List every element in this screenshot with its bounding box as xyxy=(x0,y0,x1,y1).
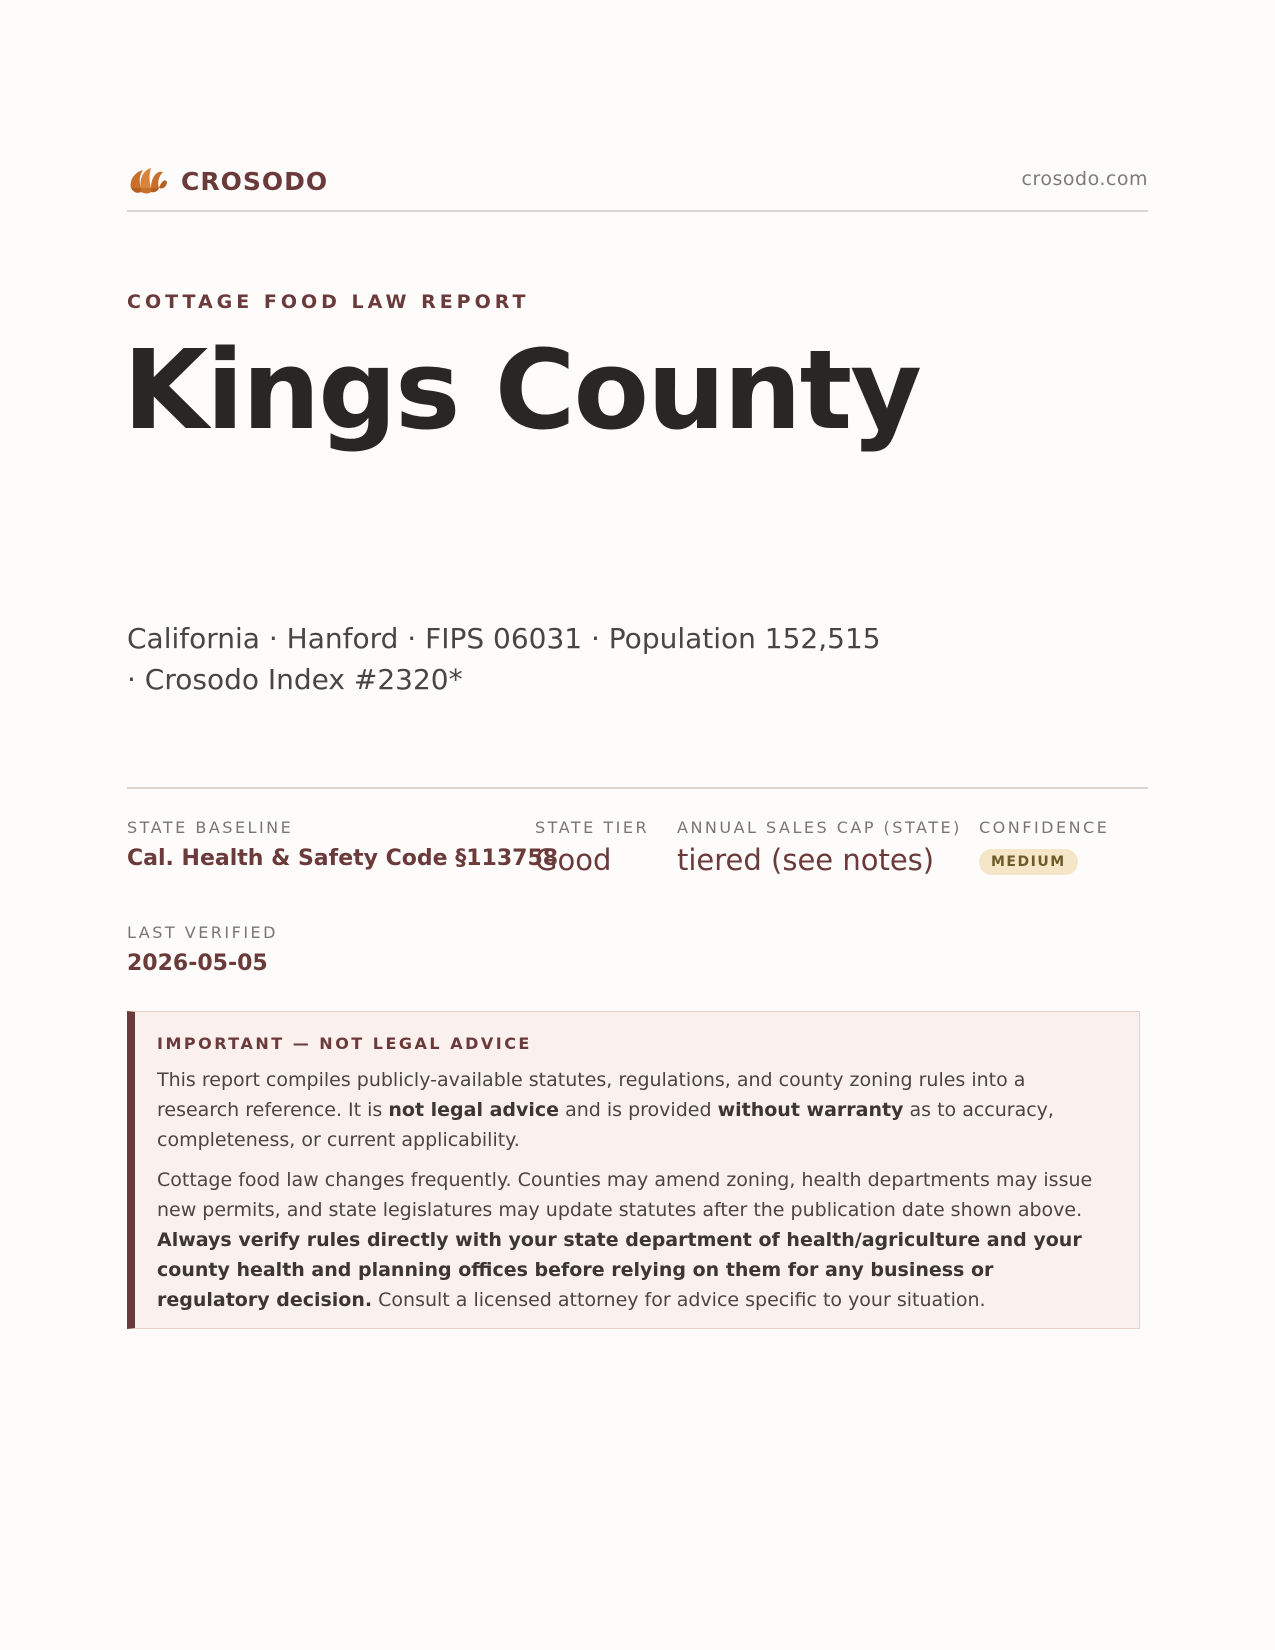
section-divider xyxy=(127,787,1148,789)
page-title: Kings County xyxy=(123,326,920,454)
stat-state-baseline xyxy=(127,818,558,871)
stat-label: LAST VERIFIED xyxy=(127,923,278,942)
brand[interactable] xyxy=(127,162,328,200)
stat-label: ANNUAL SALES CAP (STATE) xyxy=(677,818,962,837)
page-header xyxy=(127,158,1148,212)
stat-label: STATE BASELINE xyxy=(127,818,294,837)
confidence-badge: MEDIUM xyxy=(979,849,1078,875)
stat-last-verified xyxy=(127,923,278,976)
report-eyebrow: COTTAGE FOOD LAW REPORT xyxy=(127,291,530,313)
stat-sales-cap xyxy=(677,818,962,877)
stat-value: Good xyxy=(535,843,612,877)
stat-label: CONFIDENCE xyxy=(979,818,1110,837)
stat-state-tier xyxy=(535,818,649,877)
stat-label: STATE TIER xyxy=(535,818,650,837)
stat-value: 2026-05-05 xyxy=(127,951,268,976)
stat-confidence xyxy=(979,818,1109,875)
stat-value: tiered (see notes) xyxy=(677,843,935,877)
legal-notice xyxy=(127,1011,1140,1329)
notice-paragraph-2: Cottage food law changes frequently. Counties may amend zoning, health departments may issue new permits, and state legislatures may update statutes after the publication date shown above. Always verify rules directly with your state department of health/agriculture and your county health and planning offices before relying on them for any business or regulatory decision. Consult a licensed attorney for advice specific to your situation. xyxy=(157,1169,1093,1311)
report-subtitle: California · Hanford · FIPS 06031 · Population 152,515 · Crosodo Index #2320* xyxy=(127,622,881,696)
site-url-link[interactable]: crosodo.com xyxy=(1021,168,1148,190)
notice-paragraph-1: This report compiles publicly-available statutes, regulations, and county zoning rules into a research reference. It is not legal advice and is provided without warranty as to accuracy, completeness, or current applicability. xyxy=(157,1069,1054,1151)
report-page xyxy=(123,0,1148,1650)
notice-title: IMPORTANT — NOT LEGAL ADVICE xyxy=(157,1034,532,1053)
croissant-icon xyxy=(127,162,169,200)
stat-value: Cal. Health & Safety Code §113758 xyxy=(127,846,559,871)
brand-name: CROSODO xyxy=(181,166,329,196)
